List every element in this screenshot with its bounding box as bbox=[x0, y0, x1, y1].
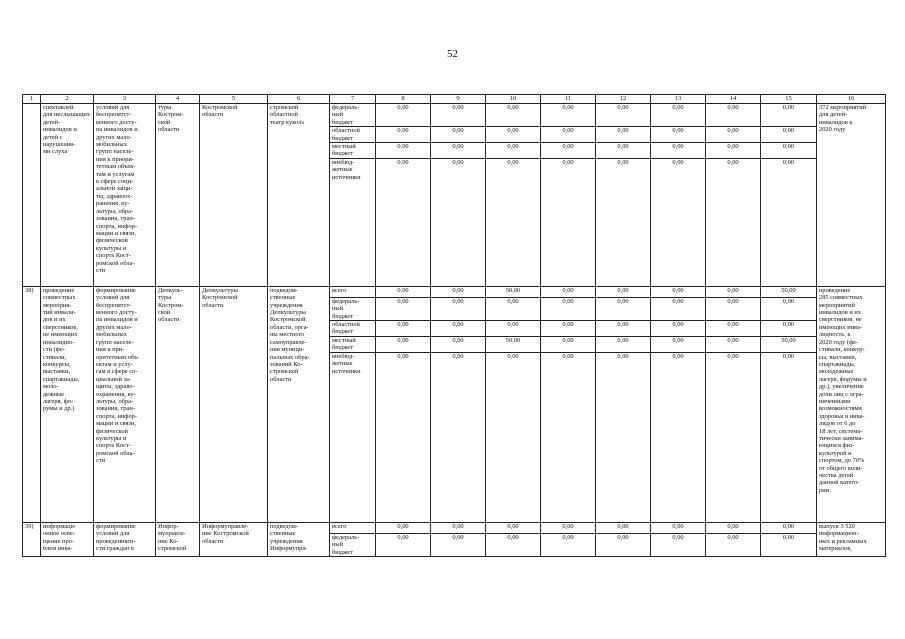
activity-goal: формирование условий для проведенияги- сти граждан в bbox=[94, 522, 156, 556]
funding-source: местный бюджет bbox=[330, 143, 376, 159]
activity-name: спектаклей для неслышащих детей- инвалидов и детей с нарушения- ми слуха bbox=[41, 104, 94, 287]
funding-value: 0,00 bbox=[651, 286, 706, 297]
program-table bbox=[22, 94, 886, 557]
funding-value: 0,00 bbox=[376, 522, 431, 533]
funding-value: 0,00 bbox=[651, 158, 706, 286]
funding-source: федераль- ный бюджет bbox=[330, 297, 376, 320]
column-number: 2 bbox=[41, 95, 94, 104]
funding-value: 0,00 bbox=[376, 143, 431, 159]
funding-value: 50,00 bbox=[761, 336, 817, 352]
funding-value: 0,00 bbox=[706, 286, 761, 297]
funding-value: 0,00 bbox=[706, 352, 761, 522]
column-number: 1 bbox=[23, 95, 41, 104]
funding-value: 0,00 bbox=[596, 336, 651, 352]
activity-name: информаци- онное осве- щение про- блем инва- bbox=[41, 522, 94, 556]
column-number: 10 bbox=[486, 95, 541, 104]
funding-source: федераль- ный бюджет bbox=[330, 533, 376, 556]
funding-source: внебюд- жетные источники bbox=[330, 352, 376, 522]
funding-source: областной бюджет bbox=[330, 127, 376, 143]
funding-value: 0,00 bbox=[431, 352, 486, 522]
funding-value: 0,00 bbox=[651, 297, 706, 320]
column-number: 5 bbox=[200, 95, 268, 104]
funding-value: 0,00 bbox=[486, 533, 541, 556]
funding-value: 0,00 bbox=[596, 522, 651, 533]
funding-value: 0,00 bbox=[761, 321, 817, 337]
participants: подведом- ственные учреждения Информупра- bbox=[268, 522, 330, 556]
funding-value: 0,00 bbox=[431, 533, 486, 556]
funding-value: 0,00 bbox=[706, 297, 761, 320]
activity-goal: формирование условий для беспрепятст- венного досту- па инвалидов и других мало- мобильных групп населе- ния к при- оритетным объ- ектам и услу- гам в сфере со- циальной за- щиты, здраво- охранения, ку- льтуры, обра- зования, тран- спорта, инфор- мации и связи, физической культуры и спорта Кост- ромской обла- сти bbox=[94, 286, 156, 522]
funding-value: 0,00 bbox=[596, 158, 651, 286]
funding-value: 0,00 bbox=[431, 104, 486, 127]
column-number: 13 bbox=[651, 95, 706, 104]
funding-value: 0,00 bbox=[376, 158, 431, 286]
funding-value: 0,00 bbox=[376, 286, 431, 297]
coordinator: туры Костром- ской области bbox=[156, 104, 200, 287]
funding-source: федераль- ный бюджет bbox=[330, 104, 376, 127]
funding-value: 0,00 bbox=[541, 286, 596, 297]
funding-value: 0,00 bbox=[376, 336, 431, 352]
funding-value: 0,00 bbox=[376, 321, 431, 337]
funding-value: 0,00 bbox=[651, 104, 706, 127]
funding-value: 0,00 bbox=[596, 127, 651, 143]
funding-value: 0,00 bbox=[431, 297, 486, 320]
funding-value: 0,00 bbox=[761, 297, 817, 320]
column-number: 15 bbox=[761, 95, 817, 104]
column-number-row bbox=[23, 95, 886, 104]
funding-value: 0,00 bbox=[706, 104, 761, 127]
participants: стромской областной театр кукол» bbox=[268, 104, 330, 287]
funding-value: 0,00 bbox=[651, 127, 706, 143]
funding-value: 0,00 bbox=[486, 321, 541, 337]
funding-value: 0,00 bbox=[541, 104, 596, 127]
funding-value: 0,00 bbox=[761, 158, 817, 286]
funding-value: 0,00 bbox=[541, 321, 596, 337]
funding-value: 0,00 bbox=[761, 352, 817, 522]
funding-value: 0,00 bbox=[431, 286, 486, 297]
column-number: 14 bbox=[706, 95, 761, 104]
funding-value: 0,00 bbox=[486, 158, 541, 286]
row-number bbox=[23, 104, 41, 287]
funding-value: 0,00 bbox=[486, 104, 541, 127]
funding-value: 0,00 bbox=[706, 127, 761, 143]
funding-value: 0,00 bbox=[761, 104, 817, 127]
funding-value: 0,00 bbox=[596, 143, 651, 159]
funding-value: 0,00 bbox=[596, 297, 651, 320]
funding-value: 0,00 bbox=[376, 297, 431, 320]
funding-value: 0,00 bbox=[376, 533, 431, 556]
funding-value: 0,00 bbox=[706, 158, 761, 286]
column-number: 8 bbox=[376, 95, 431, 104]
funding-value: 0,00 bbox=[596, 104, 651, 127]
funding-value: 0,00 bbox=[486, 522, 541, 533]
table-row bbox=[23, 286, 886, 297]
column-number: 6 bbox=[268, 95, 330, 104]
column-number: 7 bbox=[330, 95, 376, 104]
funding-value: 0,00 bbox=[541, 127, 596, 143]
funding-value: 0,00 bbox=[486, 352, 541, 522]
activity-goal: условий для беспрепятст- венного досту- па инвалидов и других мало- мобильных групп населе- ния к приори- тетным объек- там и услугам в сфере соци- альной защи- ты, здравоох- ранения, ку- льтуры, обра- зования, тран- спорта, инфор- мации и связи, физической культуры и спорта Кост- ромской обла- сти bbox=[94, 104, 156, 287]
expected-result: проведение 285 совместных мероприятий инвалидов и их сверстников, не имеющих инва- лидность, к 2020 году (фе- стивали, конкур- сы, выставки, спартакиады, молодежные лагеря, форумы и др.), увеличение доли лиц с огра- ниченными возможностями здоровья и инва- лидов от 6 до 18 лет, система- тически занима- ющихся физ- культурой и спортом, до 70% от общего коли- чества детей данной катего- рии bbox=[817, 286, 886, 522]
funding-value: 0,00 bbox=[376, 104, 431, 127]
column-number: 4 bbox=[156, 95, 200, 104]
funding-value: 0,00 bbox=[651, 336, 706, 352]
table-row bbox=[23, 522, 886, 533]
funding-value: 0,00 bbox=[706, 522, 761, 533]
executor: Костромской области bbox=[200, 104, 268, 287]
funding-value: 0,00 bbox=[431, 158, 486, 286]
expected-result: выпуск 3 520 информацион- ных и рекламных материалов, bbox=[817, 522, 886, 556]
funding-value: 50,00 bbox=[486, 286, 541, 297]
funding-value: 0,00 bbox=[541, 297, 596, 320]
funding-value: 0,00 bbox=[596, 533, 651, 556]
coordinator: Депкуль- туры Костром- ской области bbox=[156, 286, 200, 522]
funding-value: 0,00 bbox=[486, 143, 541, 159]
funding-value: 0,00 bbox=[431, 321, 486, 337]
funding-value: 0,00 bbox=[706, 336, 761, 352]
funding-value: 0,00 bbox=[541, 143, 596, 159]
column-number: 12 bbox=[596, 95, 651, 104]
participants: подведом- ственные учреждения Депкультуры Костромской области, орга- ны местного самоуправле- ния муници- пальных обра- зований Ко- стромской области bbox=[268, 286, 330, 522]
funding-value: 0,00 bbox=[651, 143, 706, 159]
funding-value: 0,00 bbox=[706, 143, 761, 159]
funding-value: 0,00 bbox=[596, 321, 651, 337]
funding-value: 0,00 bbox=[651, 321, 706, 337]
funding-value: 0,00 bbox=[761, 127, 817, 143]
funding-value: 0,00 bbox=[541, 158, 596, 286]
coordinator: Инфор- муправле- ние Ко- стромской bbox=[156, 522, 200, 556]
funding-value: 0,00 bbox=[761, 533, 817, 556]
column-number: 3 bbox=[94, 95, 156, 104]
funding-value: 0,00 bbox=[376, 127, 431, 143]
funding-value: 0,00 bbox=[431, 336, 486, 352]
funding-value: 0,00 bbox=[761, 143, 817, 159]
funding-value: 0,00 bbox=[431, 522, 486, 533]
funding-value: 50,00 bbox=[486, 336, 541, 352]
funding-value: 0,00 bbox=[486, 297, 541, 320]
funding-value: 0,00 bbox=[651, 522, 706, 533]
funding-value: 0,00 bbox=[486, 127, 541, 143]
funding-source: внебюд- жетные источники bbox=[330, 158, 376, 286]
funding-source: местный бюджет bbox=[330, 336, 376, 352]
funding-value: 0,00 bbox=[651, 352, 706, 522]
expected-result: 372 мероприятий для детей- инвалидов к 2020 году bbox=[817, 104, 886, 287]
funding-value: 0,00 bbox=[541, 522, 596, 533]
funding-value: 0,00 bbox=[431, 143, 486, 159]
activity-name: проведение совместных мероприя- тий инвали- дов и их сверстников, не имеющих инвалидно- сти (фе- стивали, конкурсы, выставки, спартакиады, моло- дежные лагеря, фо- румы и др.) bbox=[41, 286, 94, 522]
funding-value: 0,00 bbox=[541, 352, 596, 522]
page-number: 52 bbox=[447, 48, 458, 60]
funding-value: 0,00 bbox=[541, 533, 596, 556]
funding-value: 0,00 bbox=[596, 286, 651, 297]
funding-value: 0,00 bbox=[596, 352, 651, 522]
funding-value: 0,00 bbox=[706, 321, 761, 337]
funding-source: всего bbox=[330, 522, 376, 533]
funding-value: 0,00 bbox=[761, 522, 817, 533]
row-number: 38) bbox=[23, 286, 41, 522]
funding-source: всего bbox=[330, 286, 376, 297]
funding-source: областной бюджет bbox=[330, 321, 376, 337]
column-number: 16 bbox=[817, 95, 886, 104]
executor: Информуправле- ние Костромской области bbox=[200, 522, 268, 556]
table-row bbox=[23, 104, 886, 127]
funding-value: 0,00 bbox=[431, 127, 486, 143]
executor: Депкультуры Костромской области bbox=[200, 286, 268, 522]
funding-value: 0,00 bbox=[376, 352, 431, 522]
funding-value: 0,00 bbox=[541, 336, 596, 352]
funding-value: 0,00 bbox=[706, 533, 761, 556]
funding-value: 0,00 bbox=[651, 533, 706, 556]
row-number: 39) bbox=[23, 522, 41, 556]
column-number: 9 bbox=[431, 95, 486, 104]
funding-value: 50,00 bbox=[761, 286, 817, 297]
column-number: 11 bbox=[541, 95, 596, 104]
